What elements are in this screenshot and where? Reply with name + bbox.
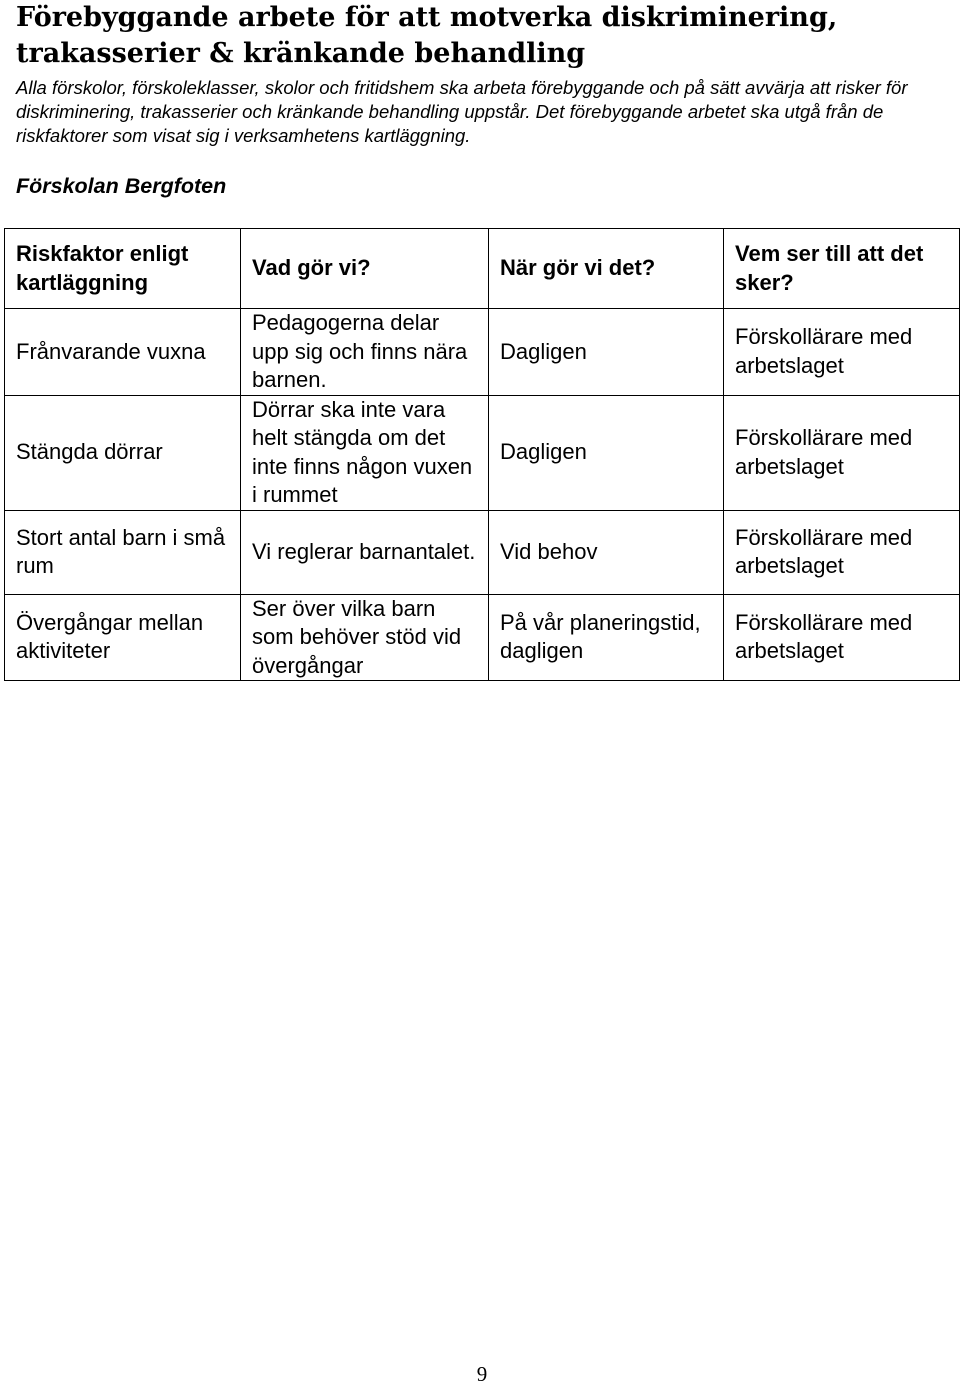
header-who: Vem ser till att det sker? xyxy=(724,229,960,309)
cell-who: Förskollärare med arbetslaget xyxy=(724,309,960,396)
document-title: Förebyggande arbete för att motverka diskriminering, trakasserier & kränkande behandling xyxy=(16,2,838,69)
table-header-row xyxy=(5,229,960,309)
cell-when: Vid behov xyxy=(489,510,724,594)
cell-who: Förskollärare med arbetslaget xyxy=(724,395,960,510)
cell-when: På vår planeringstid, dagligen xyxy=(489,594,724,681)
table-row xyxy=(5,395,960,510)
table-row xyxy=(5,510,960,594)
cell-action: Ser över vilka barn som behöver stöd vid övergångar xyxy=(241,594,489,681)
table-row xyxy=(5,309,960,396)
cell-risk: Stort antal barn i små rum xyxy=(5,510,241,594)
cell-action: Dörrar ska inte vara helt stängda om det inte finns någon vuxen i rummet xyxy=(241,395,489,510)
page-number: 9 xyxy=(476,1362,488,1386)
cell-who: Förskollärare med arbetslaget xyxy=(724,510,960,594)
cell-who: Förskollärare med arbetslaget xyxy=(724,594,960,681)
cell-risk: Stängda dörrar xyxy=(5,395,241,510)
cell-action: Pedagogerna delar upp sig och finns nära barnen. xyxy=(241,309,489,396)
table-row xyxy=(5,594,960,681)
header-action: Vad gör vi? xyxy=(241,229,489,309)
cell-when: Dagligen xyxy=(489,395,724,510)
prevention-plan-table xyxy=(4,228,960,681)
cell-risk: Övergångar mellan aktiviteter xyxy=(5,594,241,681)
intro-paragraph: Alla förskolor, förskoleklasser, skolor och fritidshem ska arbeta förebyggande och på sätt avvärja att risker för diskriminering, trakasserier och kränkande behandling uppstår. Det förebyggande arbetet ska utgå från de riskfaktorer som visat sig i verksamhetens kartläggning. xyxy=(16,77,908,146)
cell-action: Vi reglerar barnantalet. xyxy=(241,510,489,594)
header-when: När gör vi det? xyxy=(489,229,724,309)
school-name: Förskolan Bergfoten xyxy=(16,174,227,198)
cell-risk: Frånvarande vuxna xyxy=(5,309,241,396)
header-risk: Riskfaktor enligt kartläggning xyxy=(5,229,241,309)
cell-when: Dagligen xyxy=(489,309,724,396)
